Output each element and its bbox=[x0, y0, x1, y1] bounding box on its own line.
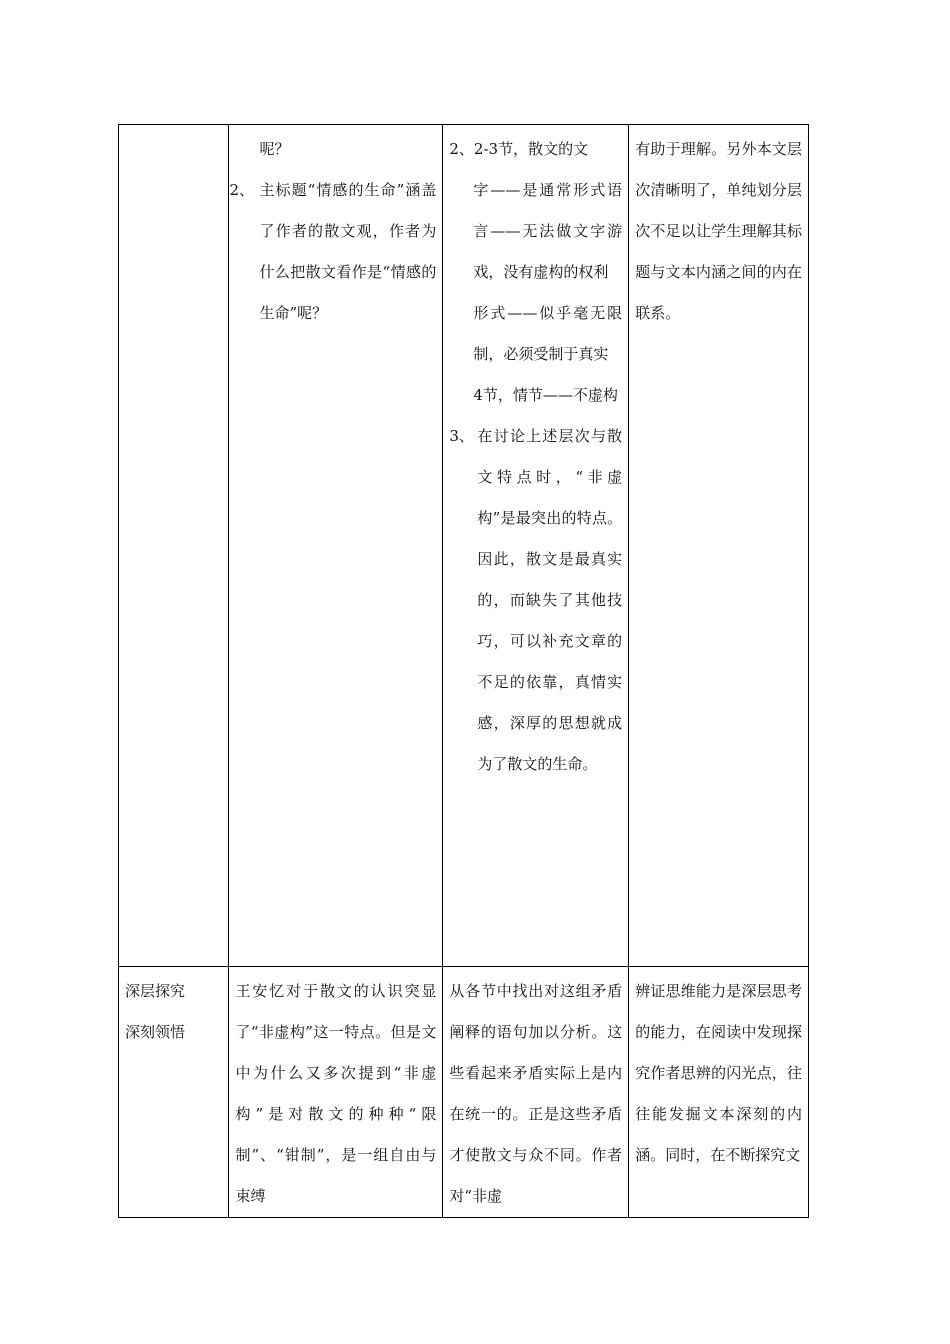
table-cell-activity bbox=[443, 125, 629, 967]
question-item-2 bbox=[229, 170, 437, 334]
item-number: 3、 bbox=[449, 427, 474, 445]
stage-line-1: 深层探究 bbox=[125, 982, 186, 1000]
table-cell-rationale: 辨证思维能力是深层思考的能力，在阅读中发现探究作者思辨的闪光点，往往能发掘文本深刻的内涵。同时，在不断探究文 bbox=[629, 967, 809, 1218]
table-cell-activity: 从各节中找出对这组矛盾阐释的语句加以分析。这些看起来矛盾实际上是内在统一的。正是这些矛盾才使散文与众不同。作者对“非虚 bbox=[443, 967, 629, 1218]
activity-line-a: 2、2-3节，散文的文 bbox=[449, 140, 589, 158]
table-cell-stage bbox=[119, 967, 229, 1218]
activity-item-3 bbox=[449, 416, 622, 785]
item-text: 在讨论上述层次与散文特点时，“非虚构”是最突出的特点。因此，散文是最真实的，而缺失了其他技巧，可以补充文章的不足的依靠，真情实感，深厚的思想就成为了散文的生命。 bbox=[477, 427, 623, 773]
table-row bbox=[119, 125, 809, 967]
table-cell-stage bbox=[119, 125, 229, 967]
table-cell-question bbox=[229, 125, 443, 967]
lesson-plan-table bbox=[118, 124, 809, 1218]
item-text: 主标题“情感的生命”涵盖了作者的散文观，作者为什么把散文看作是“情感的生命”呢？ bbox=[259, 181, 437, 322]
activity-line-c: 4节，情节——不虚构 bbox=[473, 386, 618, 404]
table-cell-question: 王安忆对于散文的认识突显了“非虚构”这一特点。但是文中为什么又多次提到“非虚构”是对散文的种种“限制”、“钳制”，是一组自由与束缚 bbox=[229, 967, 443, 1218]
table-row bbox=[119, 967, 809, 1218]
question-continuation: 呢？ bbox=[259, 140, 290, 158]
table-cell-rationale: 有助于理解。另外本文层次清晰明了，单纯划分层次不足以让学生理解其标题与文本内涵之间的内在联系。 bbox=[629, 125, 809, 967]
activity-line-b: 形式——似乎毫无限制，必须受制于真实 bbox=[473, 304, 623, 363]
activity-line-a2: 字——是通常形式语言——无法做文字游戏，没有虚构的权利 bbox=[473, 181, 623, 281]
item-number: 2、 bbox=[229, 181, 255, 199]
stage-line-2: 深刻领悟 bbox=[125, 1023, 186, 1041]
